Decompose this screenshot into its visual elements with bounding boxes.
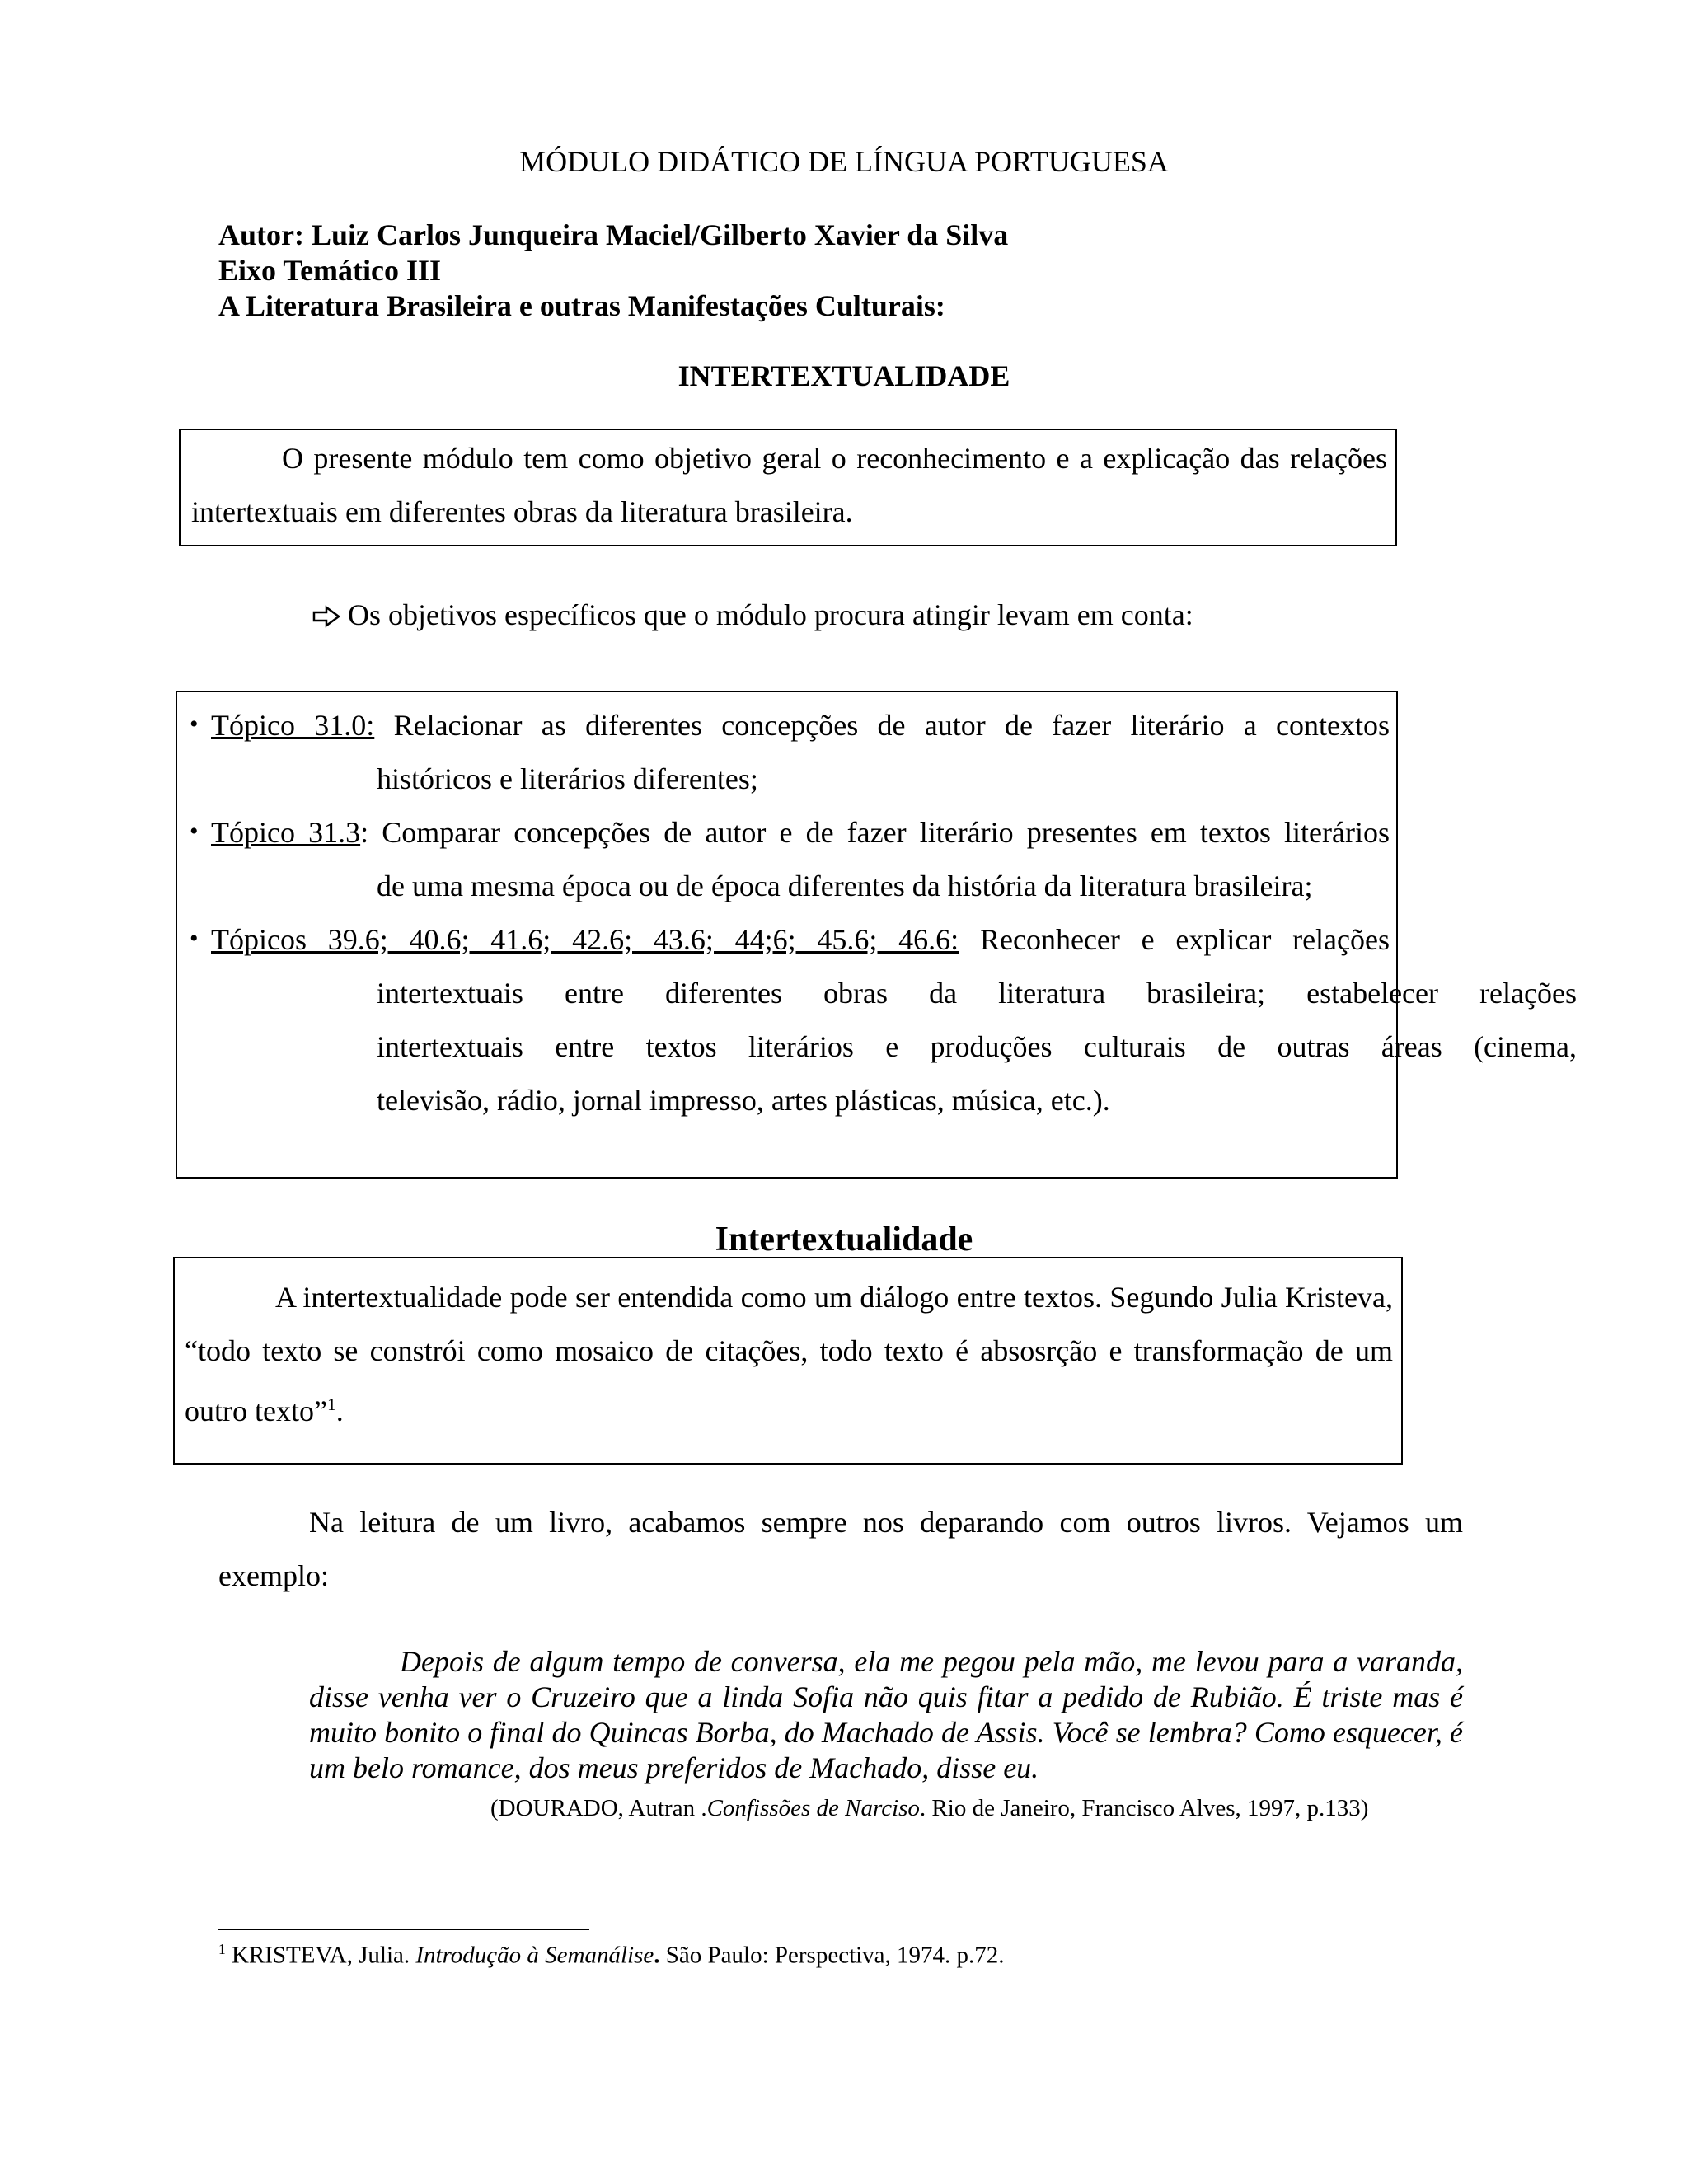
footnote: $^1$ KRISTEVA, Julia. Introdução à Semanálise. São Paulo: Perspectiva, 1974. p.72. <box>218 1941 1005 1969</box>
reading-paragraph: Na leitura de um livro, acabamos sempre nos deparando com outros livros. Vejamos um exemplo: <box>218 1506 1463 1592</box>
topic-description: Reconhecer e explicar relações <box>979 923 1390 956</box>
general-objective-box <box>179 429 1397 546</box>
topic-continuation: de uma mesma época ou de época diferentes da história da literatura brasileira; <box>377 869 1313 902</box>
general-objective-text: O presente módulo tem como objetivo geral o reconhecimento e a explicação das relações intertextuais em diferentes obras da literatura brasileira. <box>191 442 1387 528</box>
footnote-divider <box>218 1929 589 1930</box>
footnote-number: 1 <box>218 1941 226 1957</box>
topic-label: Tópicos 39.6; 40.6; 41.6; 42.6; 43.6; 44;6; 45.6; 46.6: <box>211 923 959 956</box>
subject-line: A Literatura Brasileira e outras Manifestações Culturais: <box>218 289 945 322</box>
topic-label: Tópico 31.0: <box>211 709 375 742</box>
topic-continuation: intertextuais entre diferentes obras da literatura brasileira; estabelecer relações <box>377 977 1577 1010</box>
topic-continuation: televisão, rádio, jornal impresso, artes plásticas, música, etc.). <box>377 1084 1110 1117</box>
quote-citation: (DOURADO, Autran .Confissões de Narciso. Rio de Janeiro, Francisco Alves, 1997, p.133) <box>490 1795 1369 1821</box>
topic-description: : Comparar concepções de autor e de fazer literário presentes em textos literários <box>360 816 1390 849</box>
topic-label: Tópico 31.3 <box>211 816 361 849</box>
topic-heading: INTERTEXTUALIDADE <box>678 359 1010 392</box>
block-quote: Depois de algum tempo de conversa, ela me pegou pela mão, me levou para a varanda, disse venha ver o Cruzeiro que a linda Sofia não quis fitar a pedido de Rubião. É triste mas é muito bonito o final do Quincas Borba, do Machado de Assis. Você se lembra? Como esquecer, é um belo romance, dos meus preferidos de Machado, disse eu. <box>309 1645 1463 1784</box>
topics-list <box>190 692 1577 1179</box>
footnote-reference[interactable]: 1 <box>326 1394 336 1414</box>
axis-line: Eixo Temático III <box>218 254 442 287</box>
topics-box <box>176 691 1577 1179</box>
topic-continuation: intertextuais entre textos literários e produções culturais de outras áreas (cinema, <box>377 1030 1577 1063</box>
arrow-right-icon <box>312 605 341 628</box>
bullet-icon: • <box>190 710 199 738</box>
footnote-title: Introdução à Semanálise <box>415 1942 654 1969</box>
bullet-icon: • <box>190 818 199 845</box>
topic-continuation: históricos e literários diferentes; <box>377 762 758 795</box>
bullet-icon: • <box>190 925 199 952</box>
definition-text: A intertextualidade pode ser entendida como um diálogo entre textos. Segundo Julia Kristeva, “todo texto se constrói como mosaico de citações, todo texto é absosrção e transformação de um outro texto”$^1$. <box>185 1281 1393 1427</box>
specific-objectives-intro <box>312 598 1193 632</box>
section-heading: Intertextualidade <box>715 1221 973 1258</box>
topic-description: Relacionar as diferentes concepções de autor de fazer literário a contextos <box>393 709 1390 742</box>
citation-title: Confissões de Narciso <box>706 1795 920 1821</box>
document-title: MÓDULO DIDÁTICO DE LÍNGUA PORTUGUESA <box>519 145 1169 178</box>
specific-objectives-text: Os objetivos específicos que o módulo procura atingir levam em conta: <box>348 598 1193 631</box>
definition-box <box>173 1257 1403 1465</box>
author-line: Autor: Luiz Carlos Junqueira Maciel/Gilberto Xavier da Silva <box>218 218 1009 251</box>
